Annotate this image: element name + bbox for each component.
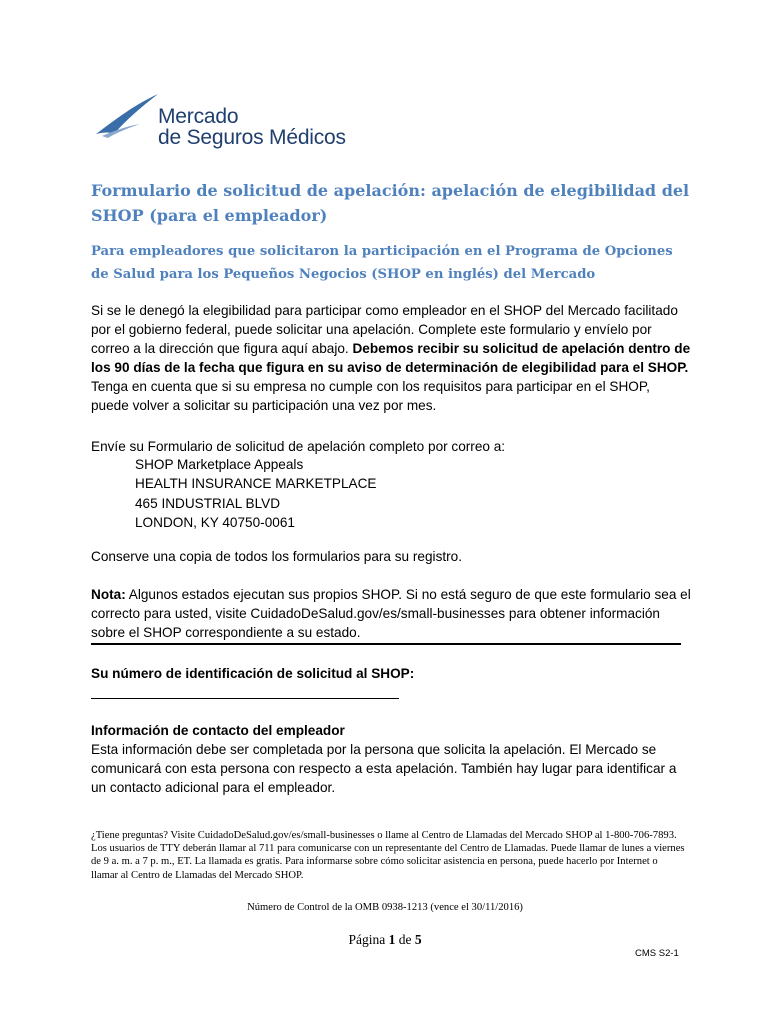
marketplace-logo (94, 92, 354, 148)
shop-id-field[interactable] (91, 698, 399, 699)
mail-instructions: Envíe su Formulario de solicitud de apelación completo por correo a: (91, 439, 506, 454)
help-footer: ¿Tiene preguntas? Visite CuidadoDeSalud.gov/es/small-businesses o llame al Centro de Llamadas del Mercado SHOP al 1-800-706-7893. Los usuarios de TTY deberán llamar al 711 para comunicarse con un representante del Centro de Llamadas. Puede llamar de lunes a viernes de 9 a. m. a 7 p. m., ET. La llamada es gratis. Para informarse sobre cómo solicitar asistencia en persona, puede hacerlo por Internet o llamar al Centro de Llamadas del Mercado SHOP. (91, 830, 685, 881)
address-line-2: HEALTH INSURANCE MARKETPLACE (135, 476, 377, 492)
form-title: Formulario de solicitud de apelación: apelación de elegibilidad del SHOP (para el empleador) (91, 181, 690, 225)
note-paragraph (91, 585, 691, 642)
keep-copy-text: Conserve una copia de todos los formularios para su registro. (91, 549, 463, 564)
form-subtitle: Para empleadores que solicitaron la participación en el Programa de Opciones de Salud para los Pequeños Negocios (SHOP en inglés) del Mercado (91, 244, 673, 282)
mailing-address (135, 455, 535, 532)
section-divider (91, 643, 681, 645)
logo-line-2: de Seguros Médicos (158, 126, 346, 149)
intro-text-1: Si se le denegó la elegibilidad para participar como empleador en el SHOP del Mercado facilitado por el gobierno federal, puede solicitar una apelación. Complete este formulario y envíelo por correo a la dirección que figura aquí abajo. (91, 303, 678, 356)
page-current: 1 (388, 932, 396, 947)
intro-text-2: Tenga en cuenta que si su empresa no cumple con los requisitos para participar en el SHOP, puede volver a solicitar su participación una vez por mes. (91, 379, 650, 413)
intro-deadline-bold: Debemos recibir su solicitud de apelación dentro de los 90 días de la fecha que figura en su aviso de determinación de elegibilidad para el SHOP. (91, 341, 691, 375)
address-line-3: 465 INDUSTRIAL BLVD (135, 495, 281, 511)
address-line-1: SHOP Marketplace Appeals (135, 457, 304, 472)
omb-control-number: Número de Control de la OMB 0938-1213 (vence el 30/11/2016) (247, 902, 523, 913)
intro-paragraph (91, 301, 691, 415)
note-text: Algunos estados ejecutan sus propios SHOP. Si no está seguro de que este formulario sea el correcto para usted, visite CuidadoDeSalud.gov/es/small-businesses para obtener información sobre el SHOP correspondiente a su estado. (91, 587, 691, 640)
address-line-4: LONDON, KY 40750-0061 (135, 514, 295, 530)
page-number (0, 932, 770, 948)
page-middle: de (395, 932, 415, 947)
logo-line-1: Mercado (158, 105, 239, 128)
form-code: CMS S2-1 (635, 948, 679, 959)
shop-id-label: Su número de identificación de solicitud al SHOP: (91, 666, 415, 681)
contact-description: Esta información debe ser completada por la persona que solicita la apelación. El Mercado se comunicará con esta persona con respecto a esta apelación. También hay lugar para identificar a un contacto adicional para el empleador. (91, 742, 677, 795)
note-label: Nota: (91, 587, 126, 602)
contact-heading: Información de contacto del empleador (91, 723, 345, 738)
page-total: 5 (414, 932, 422, 947)
page-prefix: Página (348, 932, 389, 947)
swoosh-icon (94, 92, 164, 142)
